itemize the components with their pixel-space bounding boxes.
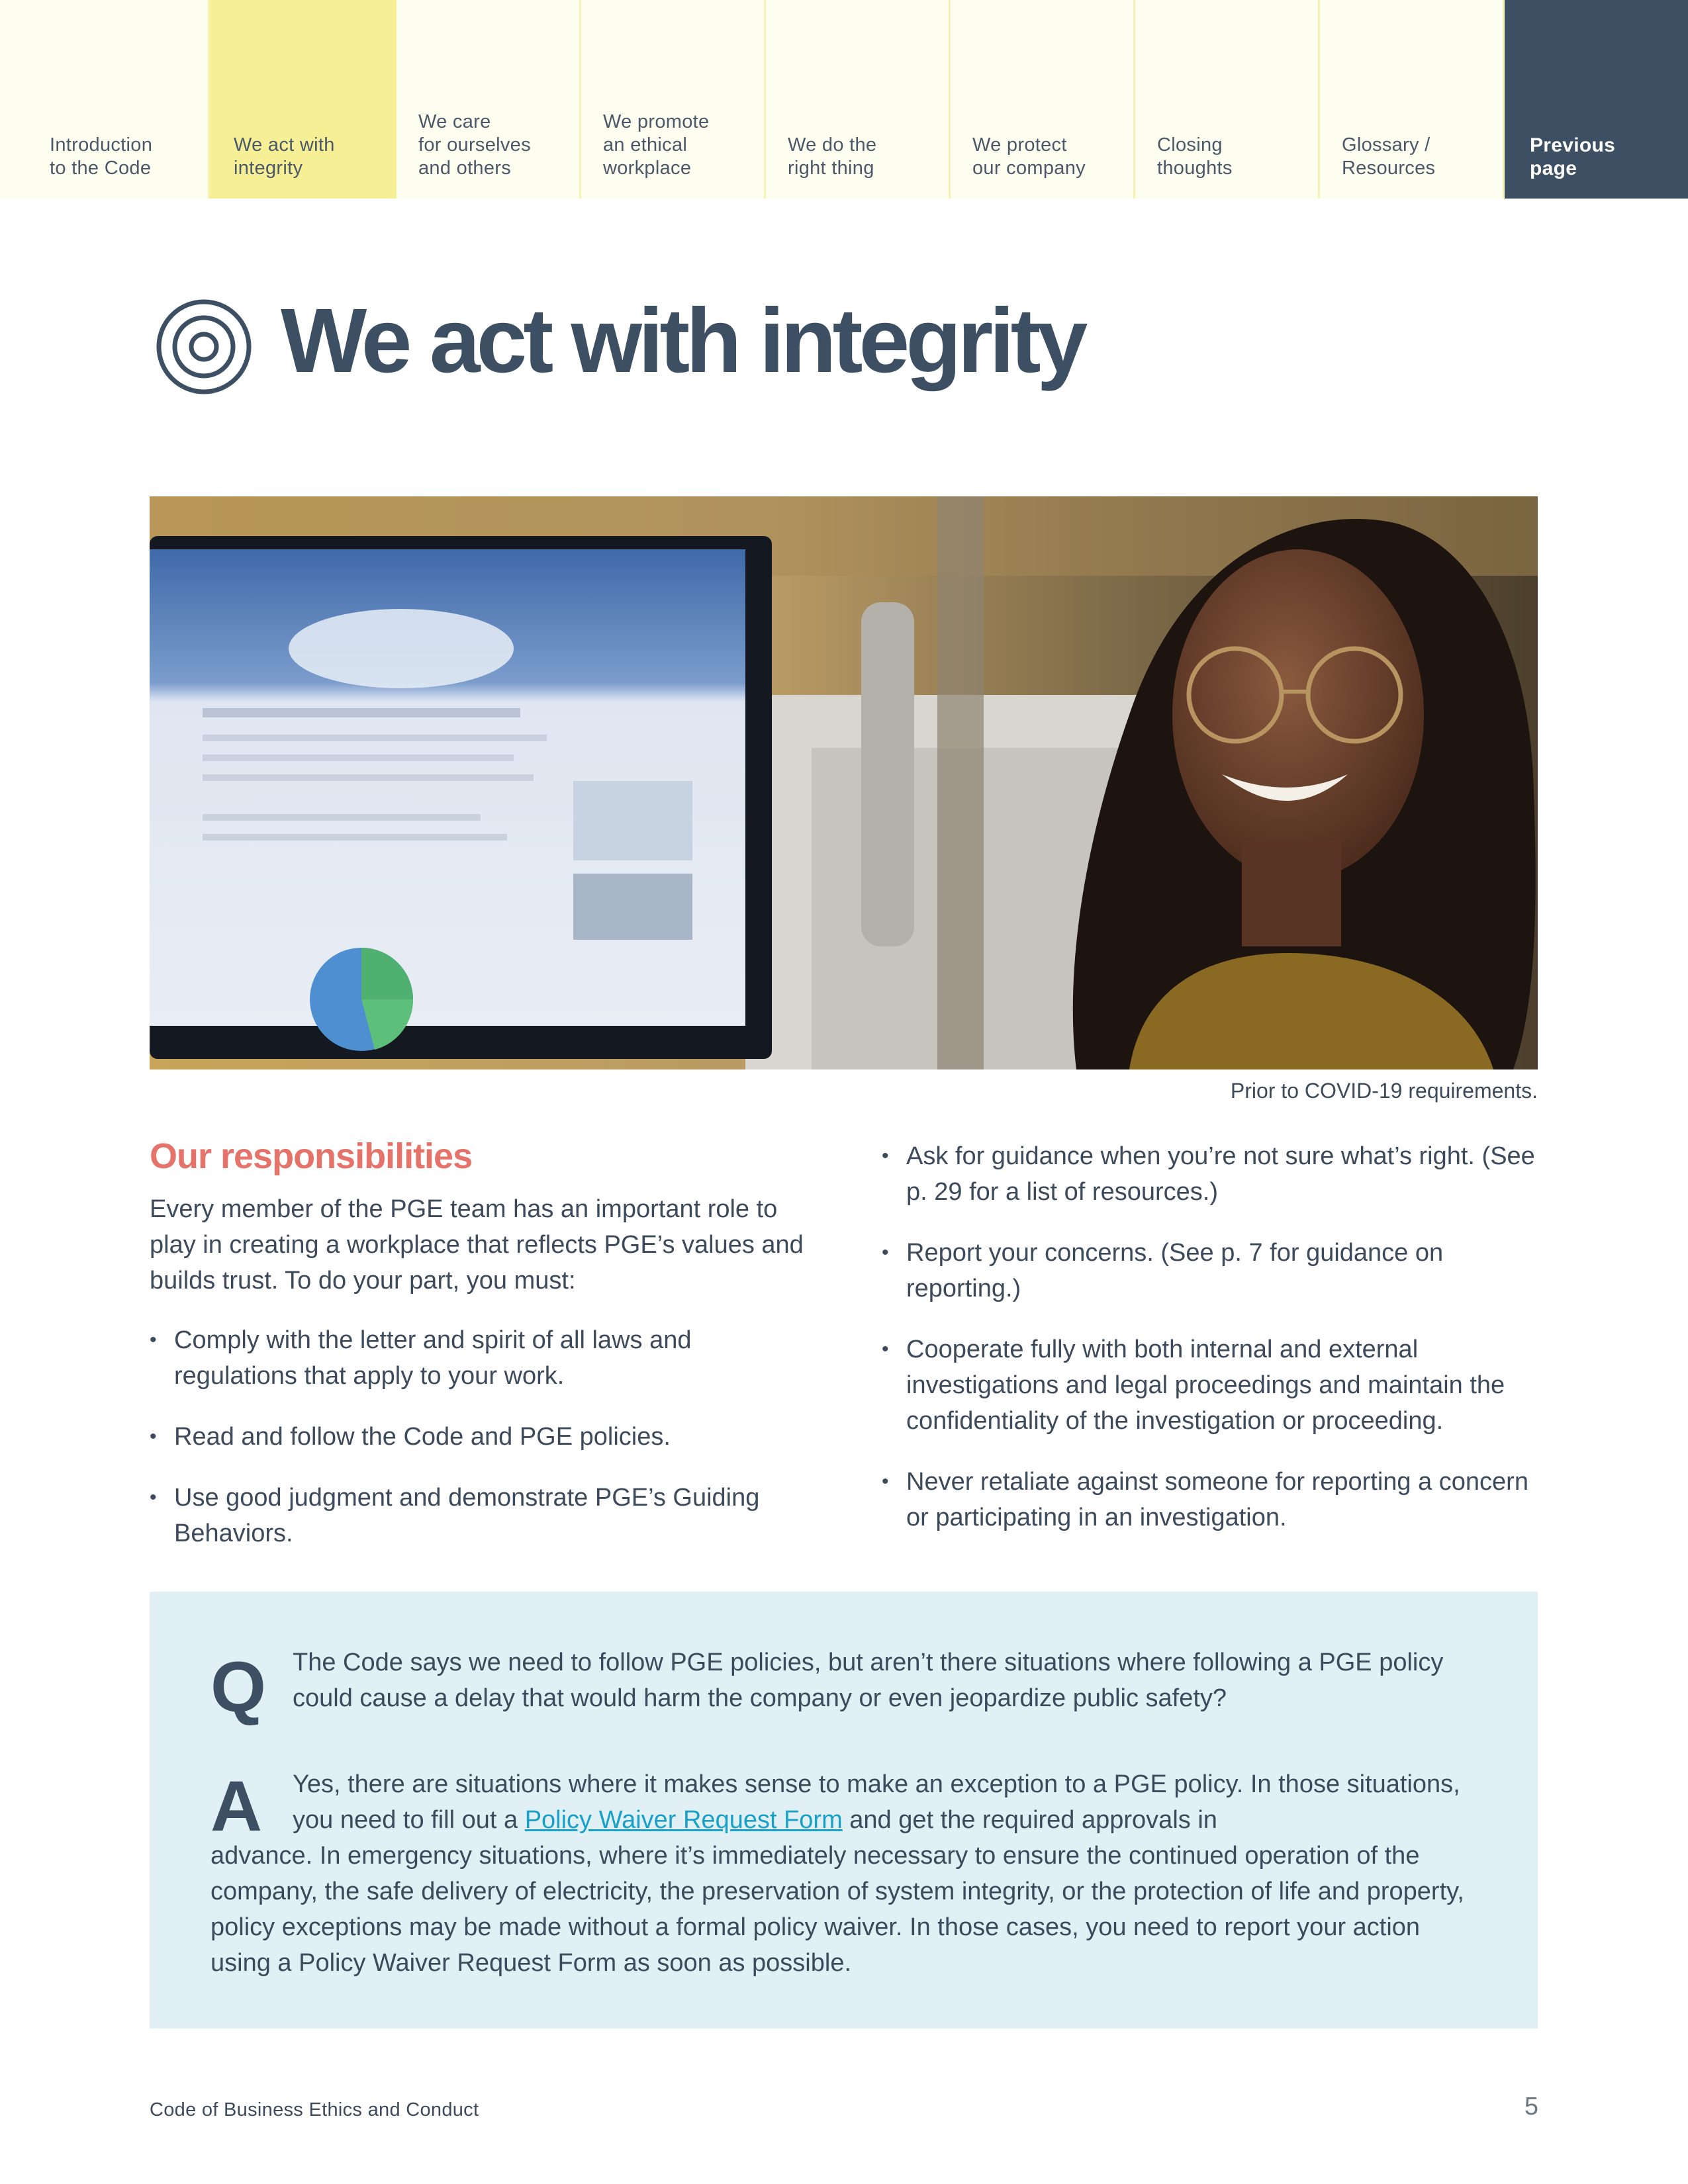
list-item: • Ask for guidance when you’re not sure what’s right. (See p. 29 for a list of resources.) [882,1138,1544,1210]
top-section-nav [0,0,1688,199]
tab-label: We promote an ethical workplace [603,111,710,179]
tab-label: We care for ourselves and others [418,111,531,179]
list-item: • Comply with the letter and spirit of all laws and regulations that apply to your work. [150,1322,785,1394]
list-item: • Read and follow the Code and PGE policies. [150,1419,785,1455]
list-item: • Never retaliate against someone for reporting a concern or participating in an investigation. [882,1464,1544,1535]
tab-glossary[interactable] [1320,0,1505,199]
tab-right-thing[interactable] [766,0,951,199]
page-number: 5 [1524,2093,1538,2120]
previous-page-label: Previous page [1530,134,1616,179]
previous-page-button[interactable] [1505,0,1688,199]
answer-text-before-link: Yes, there are situations where it makes sense to make an exception to a PGE policy. In those situations, you need to fill out a [293,1770,1460,1834]
tab-introduction[interactable] [0,0,210,199]
tab-label: We protect our company [972,134,1086,179]
photo-caption: Prior to COVID-19 requirements. [1230,1079,1538,1103]
responsibilities-heading: Our responsibilities [150,1136,473,1176]
responsibilities-intro: Every member of the PGE team has an important role to play in creating a workplace that reflects PGE’s values and builds trust. To do your part, you must: [150,1195,804,1295]
tab-label: We act with integrity [234,134,335,179]
list-item: • Report your concerns. (See p. 7 for guidance on reporting.) [882,1235,1544,1306]
tab-closing[interactable] [1135,0,1320,199]
responsibilities-list-left [150,1322,785,1576]
responsibilities-list-right [882,1138,1544,1561]
question-text: The Code says we need to follow PGE policies, but aren’t there situations where following a PGE policy could cause a delay that would harm the company or even jeopardize public safety? [293,1649,1444,1712]
tab-label: We do the right thing [788,134,877,179]
answer-marker: A [211,1766,260,1846]
tab-label: Glossary / Resources [1342,134,1436,179]
target-rings-icon [155,298,253,396]
footer-document-title: Code of Business Ethics and Conduct [150,2099,479,2120]
list-item: • Use good judgment and demonstrate PGE’s Guiding Behaviors. [150,1480,785,1551]
tab-label: Closing thoughts [1157,134,1233,179]
page-title: We act with integrity [281,290,1084,392]
tab-label: Introduction to the Code [50,134,153,179]
tab-integrity[interactable] [210,0,397,199]
policy-waiver-form-link[interactable]: Policy Waiver Request Form [524,1806,843,1834]
tab-protect-company[interactable] [951,0,1135,199]
list-item: • Cooperate fully with both internal and external investigations and legal proceedings and maintain the confidentiality of the investigation or proceeding. [882,1332,1544,1439]
tab-care[interactable] [397,0,581,199]
question-marker: Q [211,1647,265,1727]
answer-text-first [293,1766,1477,1838]
tab-ethical-workplace[interactable] [581,0,766,199]
answer-text-rest: advance. In emergency situations, where it’s immediately necessary to ensure the continued operation of the company, the safe delivery of electricity, the preservation of system integrity, or the protection of life and property, policy exceptions may be made without a formal policy waiver. In those cases, you need to report your action using a Policy Waiver Request Form as soon as possible. [211,1842,1464,1977]
office-photo [150,496,1538,1069]
answer-text-after-link: and get the required approvals in [842,1806,1217,1834]
qa-box [150,1592,1538,2028]
